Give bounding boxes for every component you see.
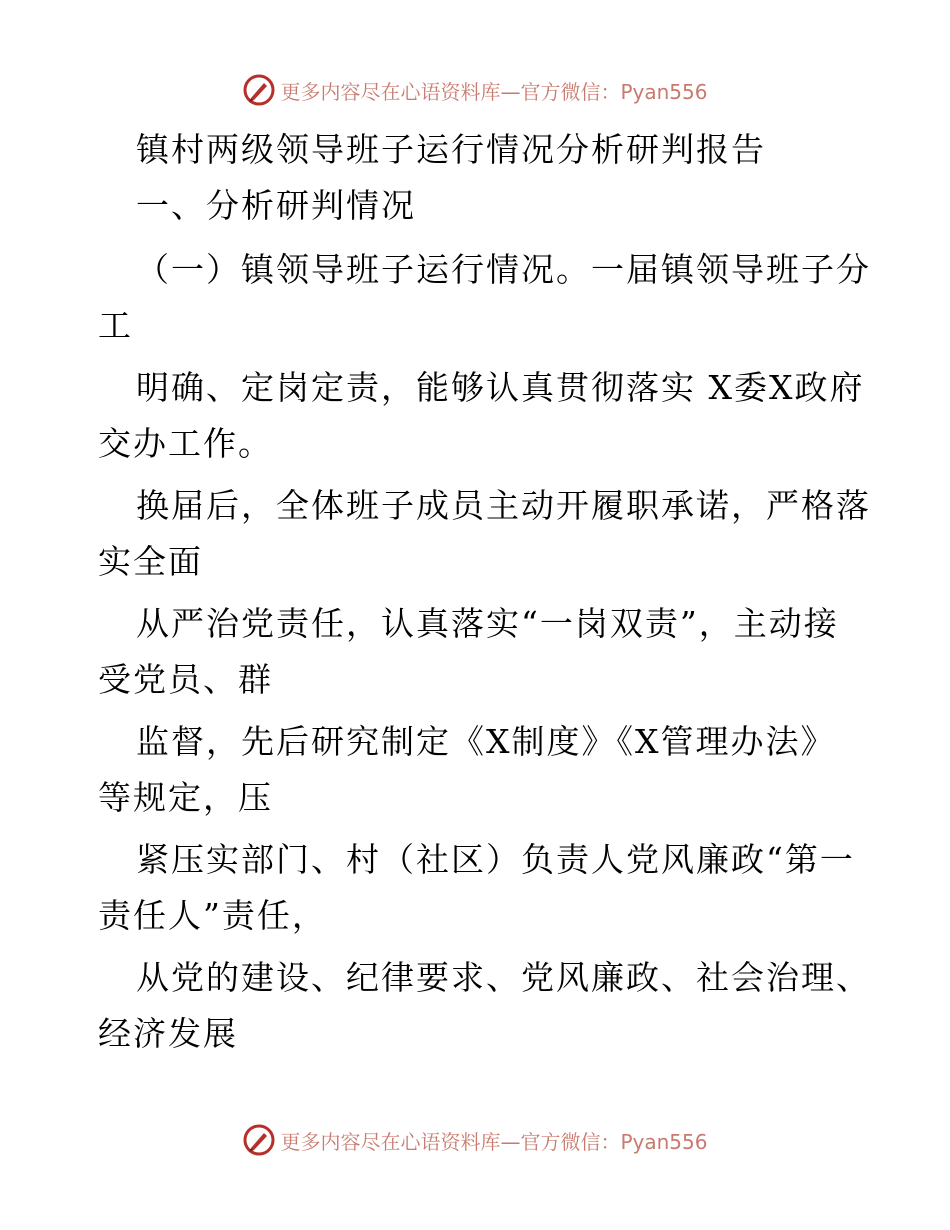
footer-watermark: [0, 1120, 950, 1160]
pen-logo-icon: [242, 1123, 276, 1157]
paragraph-line: 受党员、群: [98, 660, 273, 699]
paragraph-line: 交办工作。: [98, 424, 273, 463]
watermark-text: 更多内容尽在心语资料库—官方微信：Pyan556: [280, 1129, 708, 1154]
paragraph-line: 从党的建设、纪律要求、党风廉政、社会治理、: [136, 958, 871, 997]
paragraph-line: 从严治党责任，认真落实“一岗双责”，主动接: [136, 604, 839, 643]
paragraph-line: （一）镇领导班子运行情况。一届镇领导班子分: [136, 250, 871, 289]
paragraph-line: 监督，先后研究制定《X制度》《X管理办法》: [136, 722, 836, 761]
section-heading: 一、分析研判情况: [136, 186, 416, 225]
paragraph-line: 责任人”责任，: [98, 896, 327, 935]
document-body: [98, 122, 871, 1062]
paragraph-line: 等规定，压: [98, 778, 273, 817]
paragraph-line: 紧压实部门、村（社区）负责人党风廉政“第一: [136, 840, 855, 879]
paragraph-line: 工: [98, 306, 133, 345]
document-title: 镇村两级领导班子运行情况分析研判报告: [136, 130, 766, 169]
paragraph-line: 明确、定岗定责，能够认真贯彻落实 X委X政府: [136, 368, 865, 407]
pen-logo-icon: [242, 73, 276, 107]
paragraph-line: 经济发展: [98, 1014, 238, 1053]
paragraph-line: 换届后，全体班子成员主动开履职承诺，严格落: [136, 486, 871, 525]
paragraph-line: 实全面: [98, 542, 203, 581]
watermark-text: 更多内容尽在心语资料库—官方微信：Pyan556: [280, 79, 708, 104]
header-watermark: [0, 70, 950, 110]
